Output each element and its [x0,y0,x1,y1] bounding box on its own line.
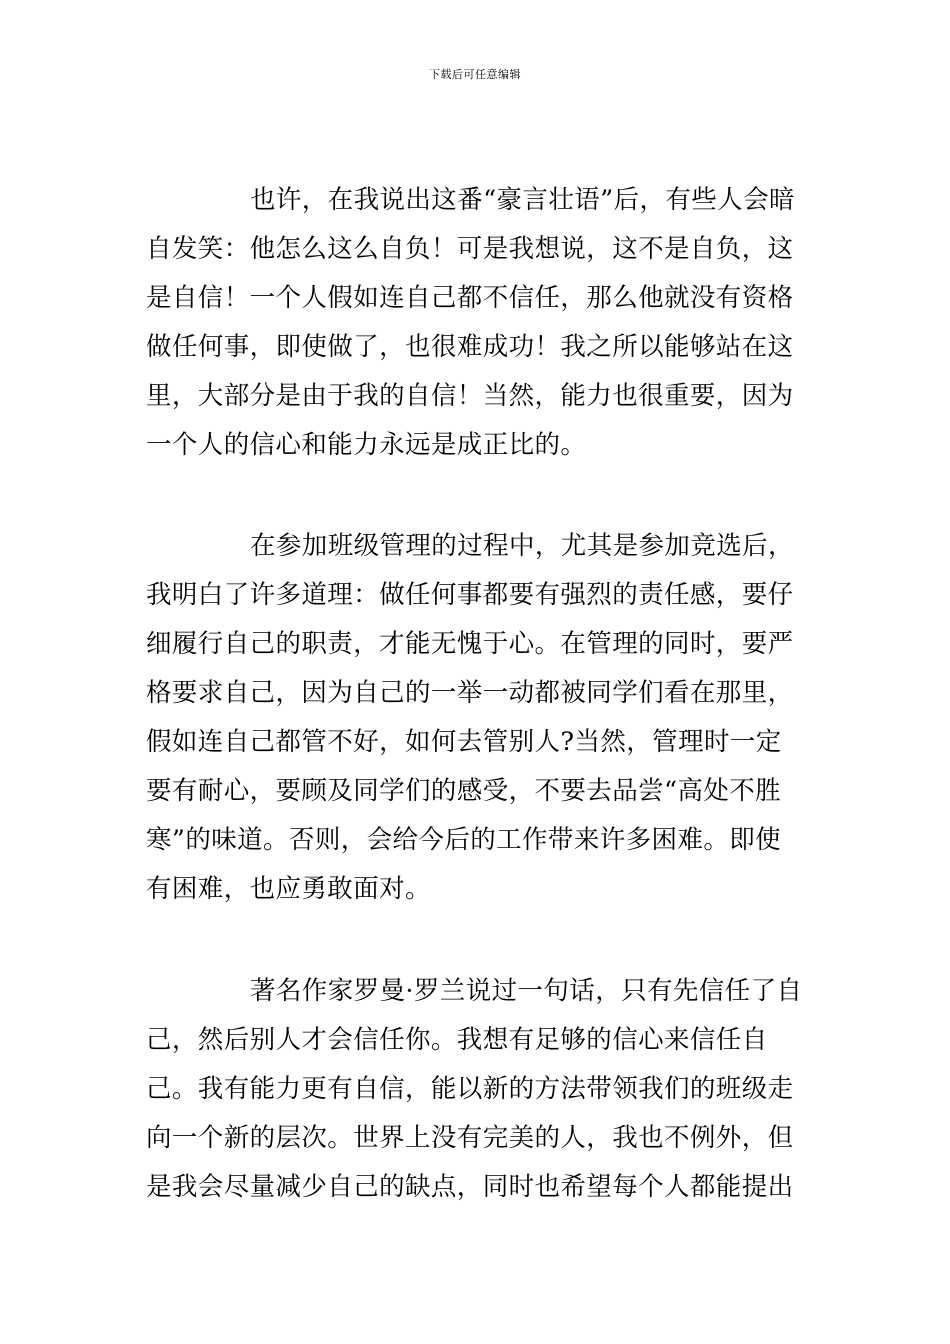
page-header: 下载后可任意编辑 [429,68,521,81]
paragraph-2: 在参加班级管理的过程中，尤其是参加竞选后，我明白了许多道理：做任何事都要有强烈的责任感，要仔细履行自己的职责，才能无愧于心。在管理的同时，要严格要求自己，因为自己的一举一动都被同学们看在那里，假如连自己都管不好，如何去管别人?当然，管理时一定要有耐心，要顾及同学们的感受，不要去品尝“高处不胜寒”的味道。否则，会给今后的工作带来许多困难。即使有困难，也应勇敢面对。 [146,531,794,904]
paragraph-1: 也许，在我说出这番“豪言壮语”后，有些人会暗自发笑：他怎么这么自负！可是我想说，这不是自负，这是自信！一个人假如连自己都不信任，那么他就没有资格做任何事，即使做了，也很难成功！我之所以能够站在这里，大部分是由于我的自信！当然，能力也很重要，因为一个人的信心和能力永远是成正比的。 [146,185,795,460]
paragraph-3: 著名作家罗曼·罗兰说过一句话，只有先信任了自己，然后别人才会信任你。我想有足够的信心来信任自己。我有能力更有自信，能以新的方法带领我们的班级走向一个新的层次。世界上没有完美的人，我也不例外，但是我会尽量减少自己的缺点，同时也希望每个人都能提出 [146,976,803,1202]
